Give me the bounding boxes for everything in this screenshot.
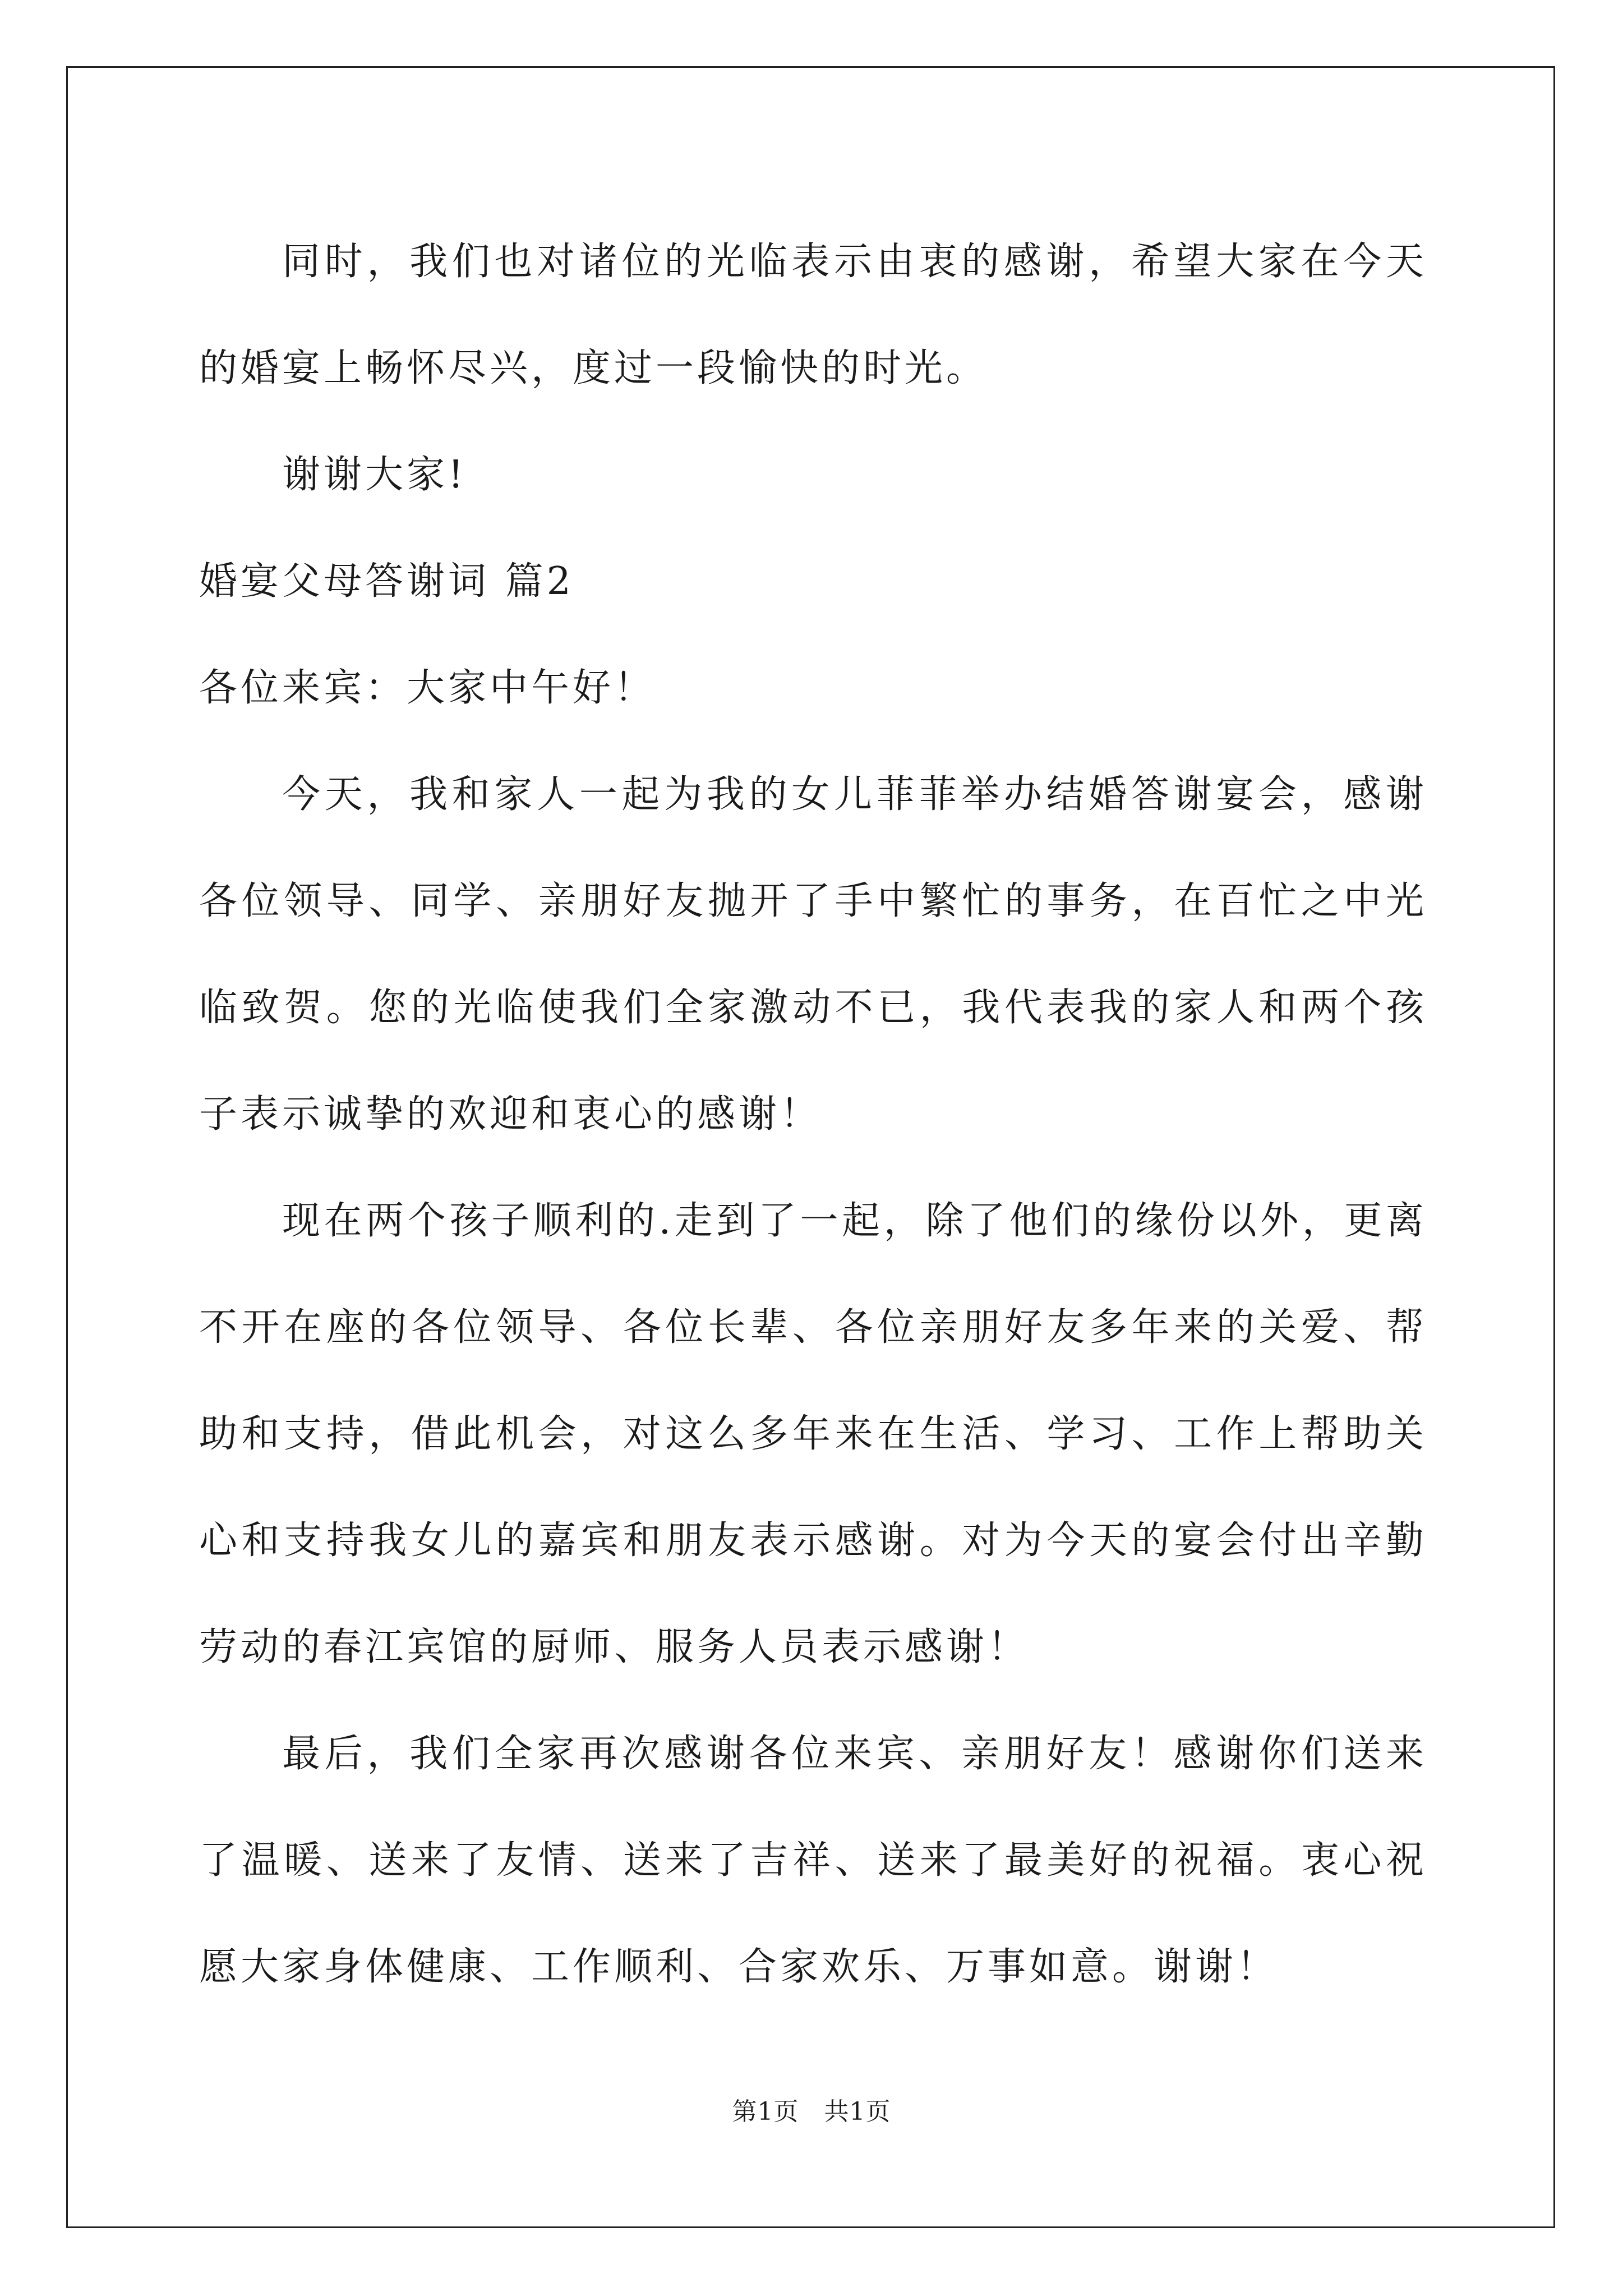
salutation: 各位来宾：大家中午好！ xyxy=(199,666,656,710)
document-body xyxy=(199,209,1427,2021)
page-footer xyxy=(0,2095,1623,2129)
paragraph-final-wishes: 最后，我们全家再次感谢各位来宾、亲朋好友！感谢你们送来了温暖、送来了友情、送来了吉祥、送来了最美好的祝福。衷心祝愿大家身体健康、工作顺利、合家欢乐、万事如意。谢谢！ xyxy=(199,1732,1427,1989)
paragraph-gratitude: 现在两个孩子顺利的.走到了一起，除了他们的缘份以外，更离不开在座的各位领导、各位长辈、各位亲朋好友多年来的关爱、帮助和支持，借此机会，对这么多年来在生活、学习、工作上帮助关心和支持我女儿的嘉宾和朋友表示感谢。对为今天的宴会付出辛勤劳动的春江宾馆的厨师、服务人员表示感谢！ xyxy=(199,1199,1427,1669)
paragraph-thank-you: 谢谢大家! xyxy=(282,453,467,497)
page-total: 共1页 xyxy=(824,2097,891,2126)
paragraph-welcome: 今天，我和家人一起为我的女儿菲菲举办结婚答谢宴会，感谢各位领导、同学、亲朋好友抛开了手中繁忙的事务，在百忙之中光临致贺。您的光临使我们全家激动不已，我代表我的家人和两个孩子表示诚挚的欢迎和衷心的感谢！ xyxy=(199,772,1427,1137)
section-heading: 婚宴父母答谢词 篇2 xyxy=(199,559,574,604)
paragraph-closing-thanks: 同时，我们也对诸位的光临表示由衷的感谢，希望大家在今天的婚宴上畅怀尽兴，度过一段愉快的时光。 xyxy=(199,240,1427,390)
page-number: 第1页 xyxy=(732,2097,799,2126)
